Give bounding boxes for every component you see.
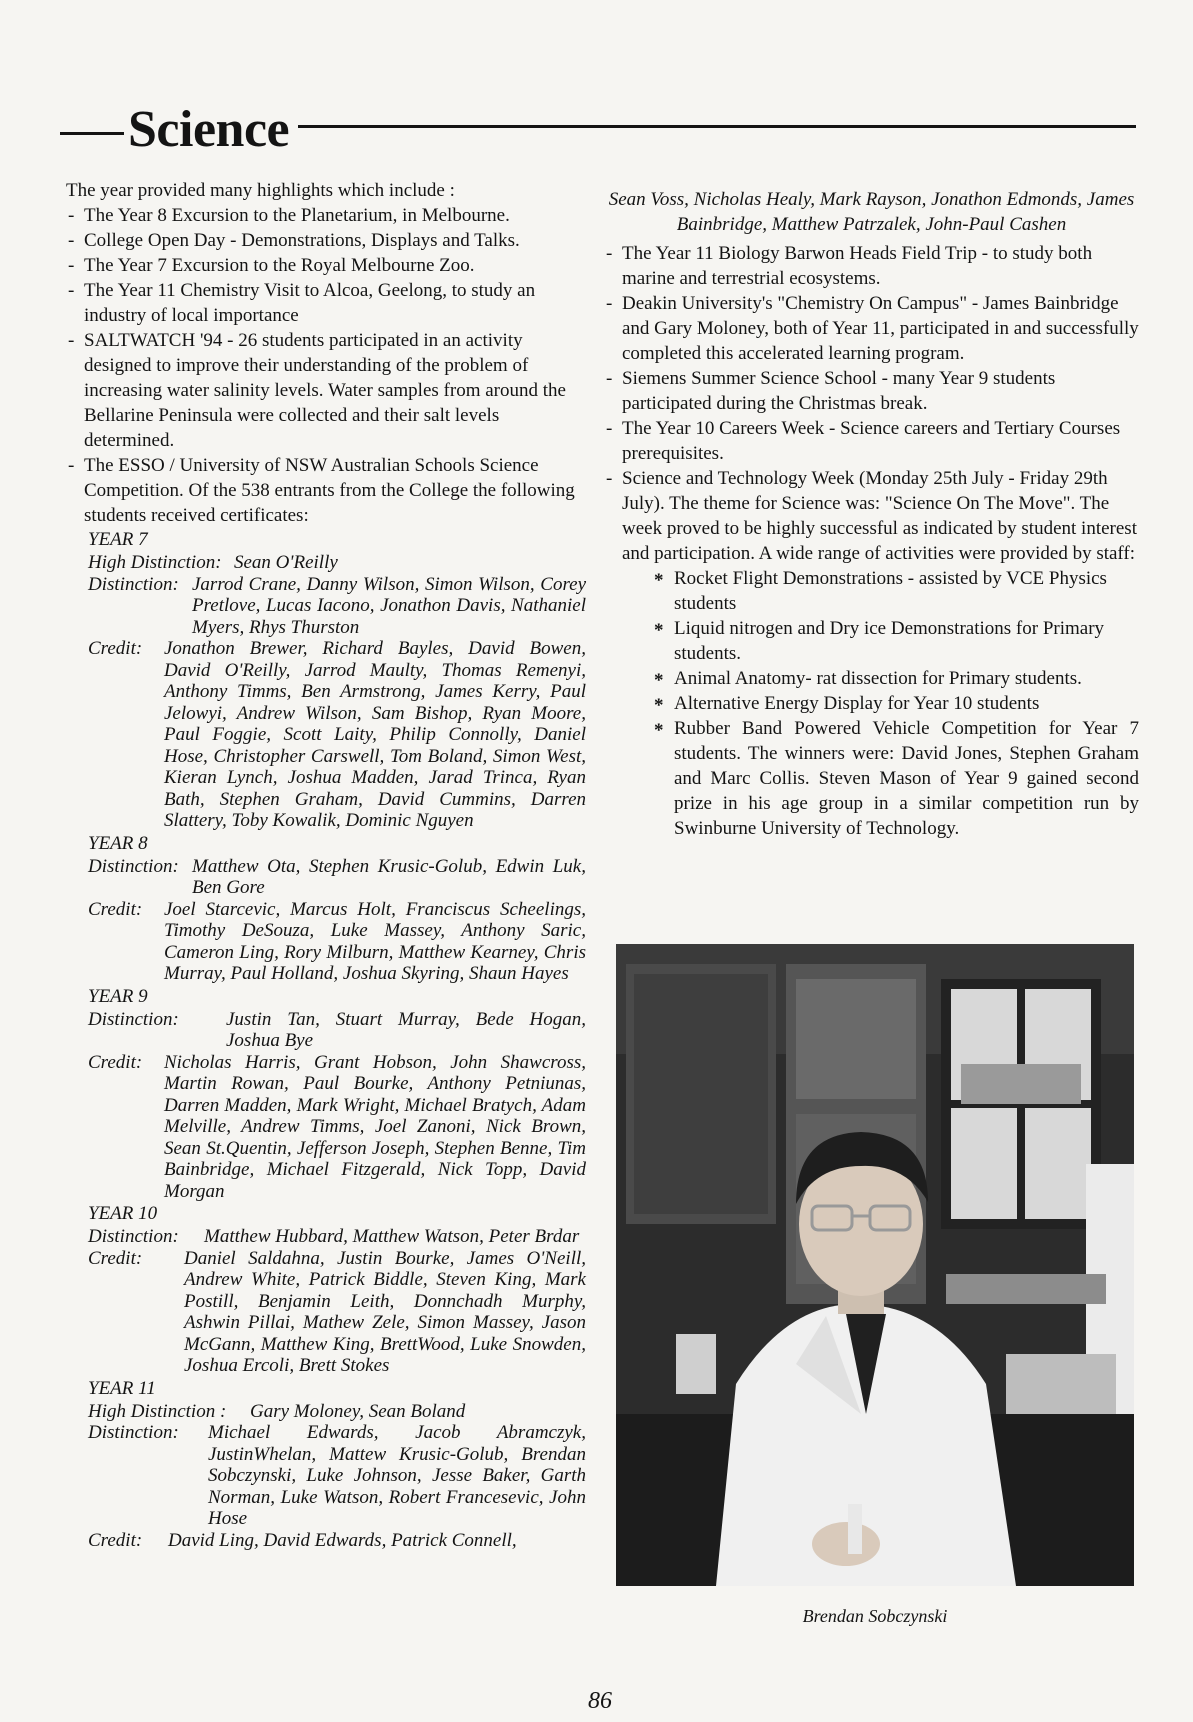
award-names: Sean O'Reilly <box>234 552 338 573</box>
section-heading <box>60 100 1140 160</box>
activity-item: * Liquid nitrogen and Dry ice Demonstrations for Primary students. <box>604 616 1139 666</box>
award-names: Nicholas Harris, Grant Hobson, John Shawcross, Martin Rowan, Paul Bourke, Anthony Petniunas, Darren Madden, Mark Wright, Michael Bratych, Adam Melville, Andrew Timms, Joel Zanoni, Nick Brown, Sean St.Quentin, Jefferson Joseph, Stephen Benne, Tim Bainbridge, Michael Fitzgerald, Nick Topp, David Morgan <box>164 1051 586 1202</box>
year-heading: YEAR 11 <box>88 1377 156 1399</box>
photo-caption: Brendan Sobczynski <box>802 1606 948 1626</box>
award-row <box>66 1401 586 1423</box>
activity-item: * Alternative Energy Display for Year 10 students <box>604 691 1139 716</box>
highlight-item: - The Year 8 Excursion to the Planetarium, in Melbourne. <box>66 203 586 228</box>
student-photo <box>616 944 1134 1586</box>
award-label: High Distinction: <box>88 552 222 573</box>
highlight-item: - Siemens Summer Science School - many Year 9 students participated during the Christmas break. <box>604 366 1139 416</box>
award-names: Jarrod Crane, Danny Wilson, Simon Wilson, Corey Pretlove, Lucas Iacono, Jonathon Davis, Nathaniel Myers, Rhys Thurston <box>192 573 586 638</box>
award-row <box>66 1052 586 1203</box>
award-names: Joel Starcevic, Marcus Holt, Franciscus Scheelings, Timothy DeSouza, Luke Massey, Anthony Saric, Cameron Ling, Rory Milburn, Matthew Kearney, Chris Murray, Paul Holland, Joshua Skyring, Shaun Hayes <box>164 898 586 984</box>
award-names: David Ling, David Edwards, Patrick Connell, <box>168 1529 517 1551</box>
award-label: Distinction: <box>88 1422 179 1443</box>
award-label: Distinction: <box>88 855 179 877</box>
year-heading: YEAR 10 <box>88 1203 158 1224</box>
activity-item: * Rocket Flight Demonstrations - assisted by VCE Physics students <box>604 566 1139 616</box>
student-photo-illustration <box>616 944 1134 1586</box>
award-row <box>66 1248 586 1377</box>
award-row <box>66 1226 586 1248</box>
activity-item: * Animal Anatomy- rat dissection for Primary students. <box>604 666 1139 691</box>
award-label: Distinction: <box>88 1226 179 1247</box>
award-row <box>66 574 586 639</box>
highlight-item: - Deakin University's "Chemistry On Campus" - James Bainbridge and Gary Moloney, both of Year 11, participated in and successfully completed this accelerated learning program. <box>604 291 1139 366</box>
award-label: Credit: <box>88 898 143 920</box>
highlight-item: - The Year 11 Biology Barwon Heads Field Trip - to study both marine and terrestrial ecosystems. <box>604 241 1139 291</box>
award-names: Justin Tan, Stuart Murray, Bede Hogan, Joshua Bye <box>226 1008 586 1051</box>
highlight-item: - College Open Day - Demonstrations, Displays and Talks. <box>66 228 586 253</box>
highlight-item: - Science and Technology Week (Monday 25th July - Friday 29th July). The theme for Science was: "Science On The Move". The week proved to be highly successful as indicated by student interest and participation. A wide range of activities were provided by staff: <box>604 466 1139 566</box>
award-names: Matthew Hubbard, Matthew Watson, Peter Brdar <box>204 1226 580 1247</box>
award-row <box>66 1422 586 1530</box>
award-row <box>66 856 586 899</box>
highlight-item: - The Year 11 Chemistry Visit to Alcoa, Geelong, to study an industry of local importance <box>66 278 586 328</box>
heading-rule <box>298 125 1136 128</box>
highlight-item: - SALTWATCH '94 - 26 students participated in an activity designed to improve their understanding of the problem of increasing water salinity levels. Water samples from around the Bellarine Peninsula were collected and their salt levels determined. <box>66 328 586 453</box>
highlight-item: - The Year 7 Excursion to the Royal Melbourne Zoo. <box>66 253 586 278</box>
award-names: Gary Moloney, Sean Boland <box>250 1400 466 1422</box>
award-names: Daniel Saldahna, Justin Bourke, James O'Neill, Andrew White, Patrick Biddle, Steven King, Mark Postill, Benjamin Leith, Donnchadh Murphy, Ashwin Pillai, Mathew Zele, Simon Massey, Jason McGann, Matthew King, BrettWood, Luke Snowden, Joshua Ercoli, Brett Stokes <box>184 1247 586 1376</box>
award-label: Distinction: <box>88 573 179 595</box>
highlight-item: - The ESSO / University of NSW Australian Schools Science Competition. Of the 538 entrants from the College the following students received certificates: <box>66 453 586 528</box>
heading-lead-rule <box>60 132 124 135</box>
award-label: Credit: <box>88 1529 143 1551</box>
highlight-item: - The Year 10 Careers Week - Science careers and Tertiary Courses prerequisites. <box>604 416 1139 466</box>
continued-names: Sean Voss, Nicholas Healy, Mark Rayson, Jonathon Edmonds, James Bainbridge, Matthew Patrzalek, John-Paul Cashen <box>608 189 1135 235</box>
right-column <box>604 187 1139 841</box>
left-column <box>66 178 586 1551</box>
award-label: Credit: <box>88 1051 143 1073</box>
award-names: Jonathon Brewer, Richard Bayles, David Bowen, David O'Reilly, Jarrod Maulty, Thomas Remenyi, Anthony Timms, Ben Armstrong, James Kerry, Paul Jelowyi, Andrew Wilson, Sam Bishop, Ryan Moore, Paul Foggie, Scott Laity, Philip Connolly, Daniel Hose, Christopher Carswell, Tom Boland, Simon West, Kieran Lynch, Joshua Madden, Jarad Trinca, Ryan Bath, Stephen Graham, David Cummins, Darren Slattery, Toby Kowalik, Dominic Nguyen <box>164 638 586 831</box>
award-row <box>66 899 586 985</box>
year-heading: YEAR 8 <box>88 832 148 854</box>
intro-text: The year provided many highlights which include : <box>66 180 455 201</box>
page-title: Science <box>128 101 290 158</box>
award-label: Credit: <box>88 638 143 659</box>
award-row <box>66 1009 586 1052</box>
year-heading: YEAR 7 <box>88 529 148 550</box>
award-row <box>66 1530 586 1552</box>
year-heading: YEAR 9 <box>88 985 148 1007</box>
page-number: 86 <box>588 1688 612 1714</box>
award-label: Credit: <box>88 1247 143 1269</box>
activity-item: * Rubber Band Powered Vehicle Competition for Year 7 students. The winners were: David Jones, Stephen Graham and Marc Collis. Steven Mason of Year 9 gained second prize in his age group in a similar competition run by Swinburne University of Technology. <box>604 716 1139 841</box>
award-label: High Distinction : <box>88 1400 227 1422</box>
award-names: Matthew Ota, Stephen Krusic-Golub, Edwin Luk, Ben Gore <box>192 855 586 898</box>
award-row <box>66 552 586 574</box>
award-label: Distinction: <box>88 1008 179 1030</box>
award-row <box>66 638 586 832</box>
award-names: Michael Edwards, Jacob Abramczyk, JustinWhelan, Mattew Krusic-Golub, Brendan Sobczynski, Luke Johnson, Jesse Baker, Garth Norman, Luke Watson, Robert Francesevic, John Hose <box>208 1422 586 1529</box>
